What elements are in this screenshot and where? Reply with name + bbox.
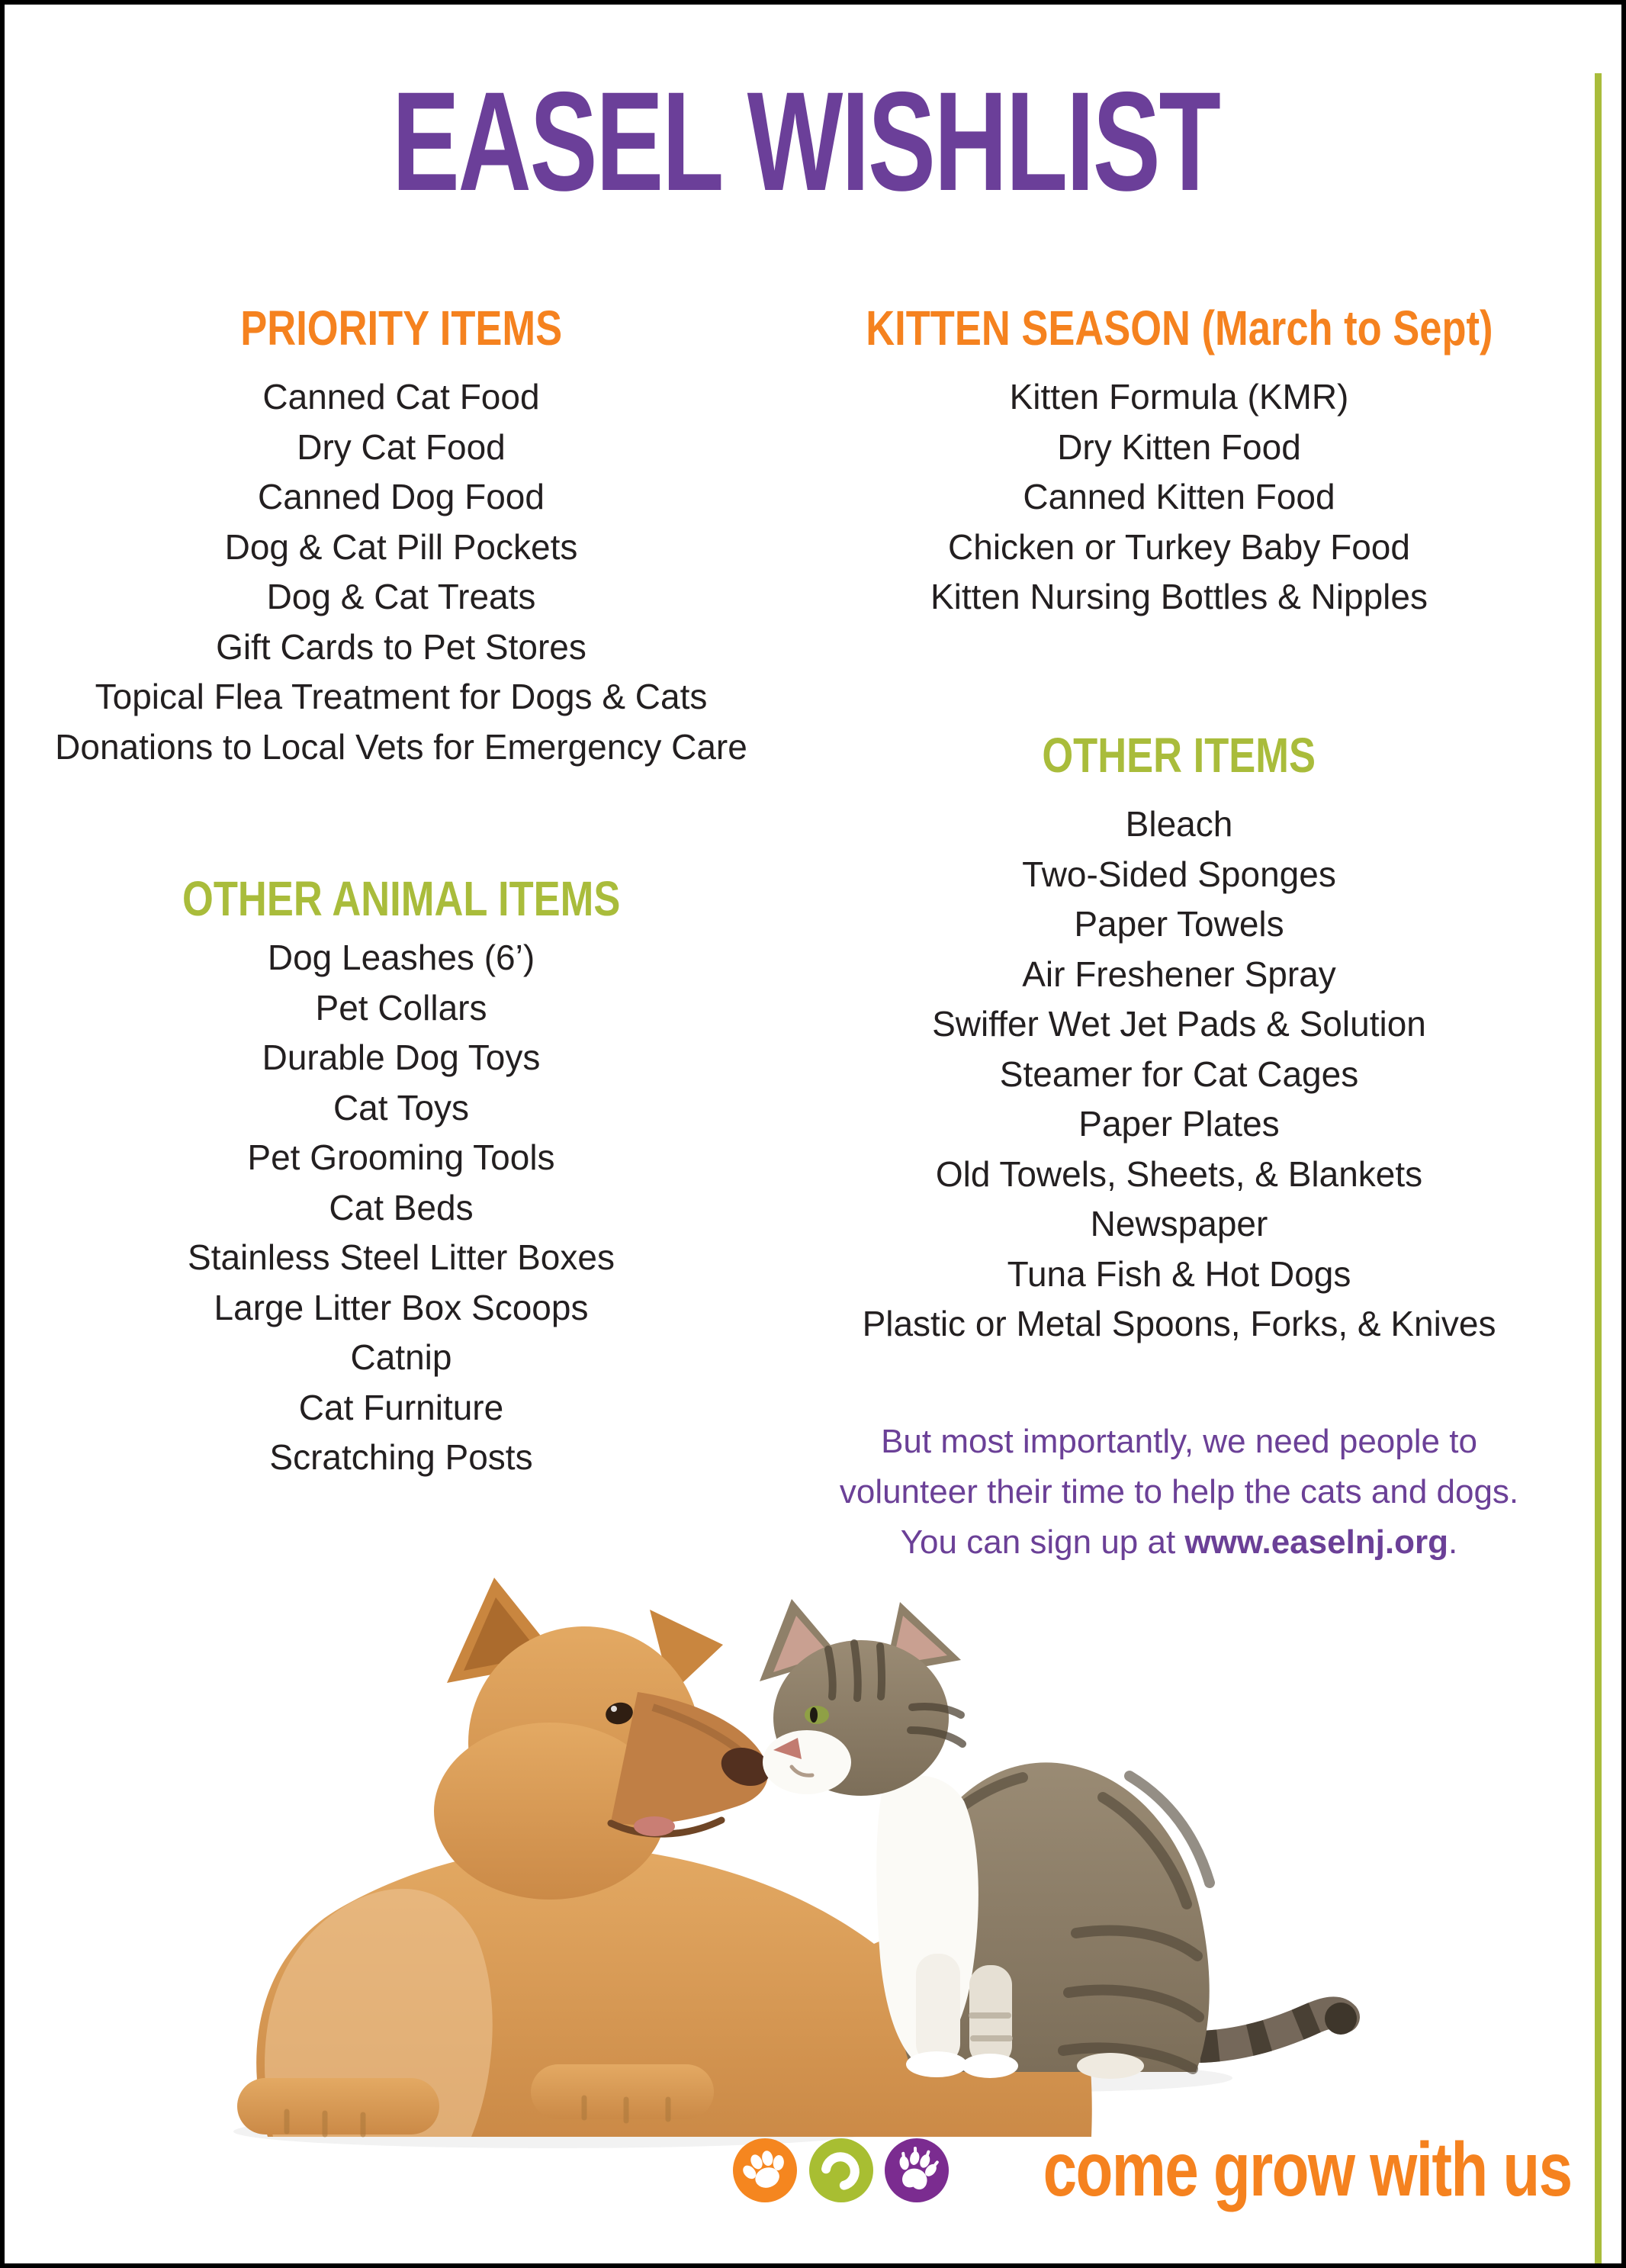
list-item: Steamer for Cat Cages [999,1054,1359,1094]
priority-items-list [5,372,798,772]
list-item: Dog & Cat Treats [266,577,536,616]
cat-paw-icon [733,2138,797,2202]
page-title [5,63,1606,220]
list-item: Canned Kitten Food [1023,477,1335,516]
list-item: Cat Beds [329,1187,474,1227]
volunteer-line-2: volunteer their time to help the cats and dogs. [839,1473,1519,1510]
list-item: Plastic or Metal Spoons, Forks, & Knives [862,1304,1496,1343]
list-item: Topical Flea Treatment for Dogs & Cats [95,677,708,716]
other-animal-items-list [5,933,798,1483]
list-item: Kitten Formula (KMR) [1009,377,1349,417]
website-url: www.easelnj.org [1184,1523,1448,1561]
list-item: Newspaper [1090,1204,1268,1243]
list-item: Dry Kitten Food [1057,426,1301,467]
volunteer-line-3: You can sign up at www.easelnj.org. [900,1523,1458,1561]
list-item: Two-Sided Sponges [1022,854,1336,894]
list-item: Swiffer Wet Jet Pads & Solution [932,1004,1426,1044]
green-accent-line [1595,73,1602,2263]
list-item: Cat Furniture [298,1387,504,1427]
list-item: Dog & Cat Pill Pockets [224,526,578,567]
page-title-text: EASEL WISHLIST [391,63,1220,220]
tagline-text: come grow with us [1043,2127,1572,2212]
kitten-season-list [790,372,1568,622]
list-item: Kitten Nursing Bottles & Nipples [930,577,1428,616]
list-item: Pet Grooming Tools [247,1137,555,1177]
list-item: Dry Cat Food [297,426,506,467]
other-items-heading: OTHER ITEMS [1042,728,1316,783]
list-item: Canned Dog Food [258,477,545,516]
list-item: Paper Plates [1078,1104,1280,1144]
list-item: Old Towels, Sheets, & Blankets [935,1153,1423,1194]
volunteer-note [779,1417,1579,1568]
list-item: Paper Towels [1074,904,1284,944]
tagline [977,2127,1572,2212]
list-item: Air Freshener Spray [1022,954,1336,994]
list-item: Stainless Steel Litter Boxes [188,1237,615,1277]
list-item: Gift Cards to Pet Stores [216,626,586,667]
list-item: Bleach [1125,804,1233,844]
horseshoe-icon [809,2138,873,2202]
dog-and-cat-photo [226,1568,1370,2156]
kitten-season-heading: KITTEN SEASON (March to Sept) [865,301,1493,355]
list-item: Chicken or Turkey Baby Food [948,526,1410,567]
list-item: Durable Dog Toys [262,1037,541,1077]
list-item: Canned Cat Food [262,377,540,417]
list-item: Scratching Posts [269,1437,533,1477]
other-animal-items-heading: OTHER ANIMAL ITEMS [182,871,621,926]
list-item: Tuna Fish & Hot Dogs [1007,1253,1351,1294]
list-item: Cat Toys [333,1087,470,1128]
list-item: Dog Leashes (6’) [267,938,535,977]
list-item: Pet Collars [315,987,487,1028]
volunteer-line-1: But most importantly, we need people to [881,1423,1477,1460]
priority-items-heading: PRIORITY ITEMS [240,301,562,355]
list-item: Catnip [350,1337,452,1377]
other-items-list [790,799,1568,1350]
dog-paw-icon [885,2138,949,2202]
list-item: Large Litter Box Scoops [214,1287,589,1327]
list-item: Donations to Local Vets for Emergency Care [55,726,747,767]
